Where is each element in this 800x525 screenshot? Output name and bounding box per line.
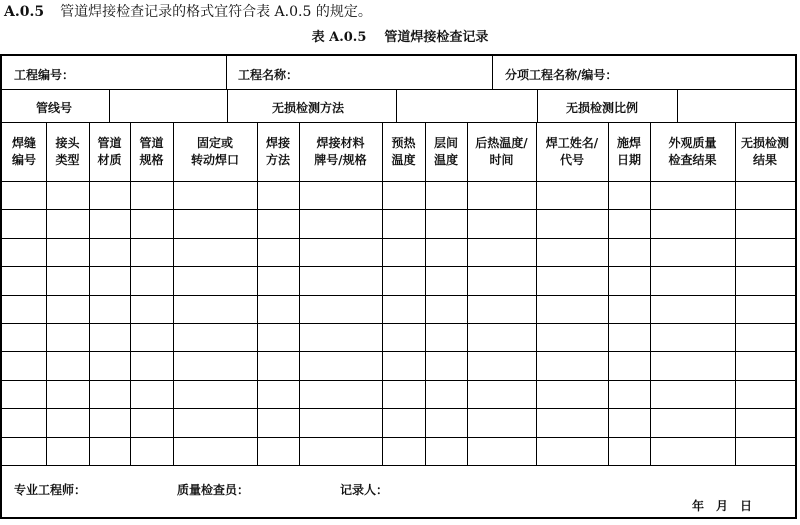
- column-header-text: [617, 135, 641, 169]
- row-divider: [2, 465, 795, 466]
- table-cell[interactable]: [3, 381, 46, 408]
- table-cell[interactable]: [736, 352, 795, 379]
- table-cell[interactable]: [3, 352, 46, 379]
- ndt-ratio-label: 无损检测比例: [566, 101, 639, 115]
- column-header-line: 温度: [391, 153, 416, 167]
- table-cell[interactable]: [300, 352, 382, 379]
- column-header: [608, 123, 650, 181]
- table-cell[interactable]: [426, 409, 467, 436]
- column-header: [382, 123, 425, 181]
- table-cell[interactable]: [258, 210, 299, 237]
- table-cell[interactable]: [90, 296, 130, 323]
- column-header-text: [314, 135, 366, 169]
- table-cell[interactable]: [736, 381, 795, 408]
- table-cell[interactable]: [736, 239, 795, 266]
- table-cell[interactable]: [131, 296, 173, 323]
- table-cell[interactable]: [258, 267, 299, 294]
- column-header-line: 焊工姓名/: [545, 136, 599, 150]
- table-cell[interactable]: [174, 239, 257, 266]
- table-cell[interactable]: [3, 182, 46, 209]
- table-cell[interactable]: [300, 438, 382, 465]
- table-cell[interactable]: [131, 381, 173, 408]
- table-cell[interactable]: [258, 182, 299, 209]
- table-cell[interactable]: [537, 267, 608, 294]
- column-header-line: 结果: [752, 153, 777, 167]
- table-cell[interactable]: [174, 381, 257, 408]
- table-cell[interactable]: [174, 409, 257, 436]
- table-cell[interactable]: [174, 210, 257, 237]
- column-divider: [677, 89, 678, 122]
- table-cell[interactable]: [609, 210, 650, 237]
- column-header: [46, 123, 89, 181]
- table-cell[interactable]: [90, 210, 130, 237]
- table-cell[interactable]: [426, 239, 467, 266]
- column-header-line: 施焊: [616, 136, 641, 150]
- column-header-line: 编号: [11, 153, 36, 167]
- table-cell[interactable]: [736, 438, 795, 465]
- table-cell[interactable]: [537, 296, 608, 323]
- table-cell[interactable]: [300, 381, 382, 408]
- table-cell[interactable]: [468, 210, 536, 237]
- table-cell[interactable]: [131, 438, 173, 465]
- table-cell[interactable]: [47, 210, 89, 237]
- clause-heading: [4, 3, 372, 21]
- table-cell[interactable]: [609, 324, 650, 351]
- column-divider: [109, 89, 110, 122]
- column-header: [257, 123, 299, 181]
- table-cell[interactable]: [90, 324, 130, 351]
- column-header-text: [139, 135, 163, 169]
- table-cell[interactable]: [3, 296, 46, 323]
- column-header: [2, 123, 46, 181]
- table-cell[interactable]: [300, 210, 382, 237]
- column-divider: [226, 56, 227, 89]
- table-cell[interactable]: [90, 352, 130, 379]
- table-cell[interactable]: [537, 409, 608, 436]
- table-cell[interactable]: [3, 210, 46, 237]
- column-header-line: 材质: [97, 153, 122, 167]
- table-cell[interactable]: [3, 409, 46, 436]
- table-cell[interactable]: [651, 438, 735, 465]
- table-cell[interactable]: [609, 438, 650, 465]
- column-header-line: 方法: [265, 153, 290, 167]
- table-cell[interactable]: [174, 324, 257, 351]
- table-cell[interactable]: [736, 210, 795, 237]
- column-header-line: 类型: [55, 153, 80, 167]
- table-cell[interactable]: [736, 296, 795, 323]
- table-caption-label: 表 A.0.5: [311, 30, 367, 45]
- table-cell[interactable]: [426, 267, 467, 294]
- table-cell[interactable]: [537, 239, 608, 266]
- ndt-method-label: 无损检测方法: [272, 101, 345, 115]
- column-header: [173, 123, 257, 181]
- column-header-line: 检查结果: [668, 153, 717, 167]
- table-cell[interactable]: [131, 352, 173, 379]
- column-header: [425, 123, 467, 181]
- table-cell[interactable]: [300, 296, 382, 323]
- table-cell[interactable]: [90, 381, 130, 408]
- table-cell[interactable]: [426, 352, 467, 379]
- table-cell[interactable]: [47, 381, 89, 408]
- column-header-line: 焊缝: [11, 136, 36, 150]
- table-cell[interactable]: [468, 381, 536, 408]
- table-cell[interactable]: [47, 267, 89, 294]
- table-cell[interactable]: [736, 324, 795, 351]
- column-header: [650, 123, 735, 181]
- table-cell[interactable]: [300, 267, 382, 294]
- column-header-line: 焊接材料: [316, 136, 365, 150]
- date-label: 年 月 日: [692, 499, 753, 513]
- column-header-text: [668, 135, 716, 169]
- column-header-line: 管道: [97, 136, 122, 150]
- column-divider: [537, 89, 538, 122]
- pipeline-number-label: 管线号: [36, 101, 73, 115]
- table-caption: [0, 30, 800, 46]
- column-header-text: [266, 135, 290, 169]
- table-cell[interactable]: [90, 239, 130, 266]
- table-cell[interactable]: [383, 182, 425, 209]
- table-cell[interactable]: [651, 267, 735, 294]
- column-header: [130, 123, 173, 181]
- table-cell[interactable]: [651, 381, 735, 408]
- table-cell[interactable]: [174, 182, 257, 209]
- table-cell[interactable]: [651, 210, 735, 237]
- table-cell[interactable]: [258, 296, 299, 323]
- table-cell[interactable]: [537, 381, 608, 408]
- engineer-label: 专业工程师：: [14, 483, 87, 497]
- column-header: [536, 123, 608, 181]
- table-cell[interactable]: [468, 182, 536, 209]
- table-cell[interactable]: [131, 409, 173, 436]
- table-cell[interactable]: [468, 352, 536, 379]
- column-header-text: [191, 135, 239, 169]
- table-cell[interactable]: [174, 267, 257, 294]
- table-cell[interactable]: [258, 438, 299, 465]
- table-cell[interactable]: [300, 409, 382, 436]
- column-header-text: [97, 135, 121, 169]
- table-cell[interactable]: [47, 409, 89, 436]
- table-cell[interactable]: [3, 324, 46, 351]
- table-cell[interactable]: [651, 296, 735, 323]
- table-cell[interactable]: [651, 182, 735, 209]
- column-header-line: 接头: [55, 136, 80, 150]
- table-cell[interactable]: [383, 438, 425, 465]
- column-header-text: [434, 135, 458, 169]
- column-header-text: [12, 135, 36, 169]
- table-cell[interactable]: [131, 239, 173, 266]
- table-cell[interactable]: [468, 409, 536, 436]
- table-cell[interactable]: [468, 324, 536, 351]
- table-cell[interactable]: [609, 267, 650, 294]
- table-cell[interactable]: [468, 239, 536, 266]
- table-cell[interactable]: [426, 324, 467, 351]
- table-cell[interactable]: [47, 239, 89, 266]
- column-header-line: 转动焊口: [190, 153, 239, 167]
- column-header-text: [546, 135, 598, 169]
- table-cell[interactable]: [468, 438, 536, 465]
- table-cell[interactable]: [174, 352, 257, 379]
- column-header-text: [55, 135, 79, 169]
- table-cell[interactable]: [131, 324, 173, 351]
- table-cell[interactable]: [47, 182, 89, 209]
- table-cell[interactable]: [651, 352, 735, 379]
- table-cell[interactable]: [300, 182, 382, 209]
- inspector-label: 质量检查员：: [177, 483, 250, 497]
- table-cell[interactable]: [383, 352, 425, 379]
- table-cell[interactable]: [3, 438, 46, 465]
- clause-text: 管道焊接检查记录的格式宜符合表 A.0.5 的规定。: [60, 4, 372, 20]
- column-header-line: 日期: [616, 153, 641, 167]
- recorder-label: 记录人：: [340, 483, 389, 497]
- table-cell[interactable]: [736, 182, 795, 209]
- column-header-line: 固定或: [196, 136, 233, 150]
- record-form-table: [0, 54, 797, 519]
- column-header-line: 无损检测: [740, 136, 789, 150]
- table-cell[interactable]: [258, 381, 299, 408]
- column-header-line: 代号: [559, 153, 584, 167]
- table-cell[interactable]: [609, 409, 650, 436]
- table-cell[interactable]: [258, 239, 299, 266]
- table-cell[interactable]: [426, 210, 467, 237]
- table-cell[interactable]: [90, 438, 130, 465]
- table-cell[interactable]: [736, 267, 795, 294]
- table-cell[interactable]: [258, 324, 299, 351]
- table-cell[interactable]: [468, 296, 536, 323]
- column-header: [299, 123, 382, 181]
- column-header-line: 牌号/规格: [314, 153, 367, 167]
- clause-number: A.0.5: [4, 4, 45, 20]
- table-cell[interactable]: [383, 409, 425, 436]
- table-cell[interactable]: [383, 239, 425, 266]
- table-cell[interactable]: [131, 210, 173, 237]
- table-cell[interactable]: [174, 438, 257, 465]
- table-cell[interactable]: [383, 210, 425, 237]
- table-cell[interactable]: [426, 182, 467, 209]
- column-header-text: [475, 135, 527, 169]
- column-header-line: 管道: [139, 136, 164, 150]
- table-cell[interactable]: [383, 381, 425, 408]
- table-cell[interactable]: [736, 409, 795, 436]
- table-cell[interactable]: [468, 267, 536, 294]
- table-cell[interactable]: [47, 438, 89, 465]
- table-cell[interactable]: [258, 352, 299, 379]
- sub-project-label: 分项工程名称/编号：: [505, 68, 618, 82]
- table-cell[interactable]: [47, 296, 89, 323]
- column-header-line: 后热温度/: [475, 136, 528, 150]
- table-cell[interactable]: [383, 296, 425, 323]
- table-cell[interactable]: [300, 324, 382, 351]
- table-cell[interactable]: [47, 324, 89, 351]
- table-cell[interactable]: [300, 239, 382, 266]
- column-header: [735, 123, 795, 181]
- column-divider: [227, 89, 228, 122]
- column-header-line: 规格: [139, 153, 164, 167]
- table-cell[interactable]: [131, 267, 173, 294]
- column-header-line: 时间: [489, 153, 514, 167]
- table-cell[interactable]: [537, 438, 608, 465]
- column-divider: [396, 89, 397, 122]
- table-cell[interactable]: [90, 182, 130, 209]
- column-header: [89, 123, 130, 181]
- table-cell[interactable]: [174, 296, 257, 323]
- column-header-text: [741, 135, 789, 169]
- table-cell[interactable]: [383, 324, 425, 351]
- table-cell[interactable]: [609, 239, 650, 266]
- table-cell[interactable]: [537, 324, 608, 351]
- table-cell[interactable]: [537, 352, 608, 379]
- table-cell[interactable]: [609, 182, 650, 209]
- table-cell[interactable]: [3, 267, 46, 294]
- table-cell[interactable]: [258, 409, 299, 436]
- table-cell[interactable]: [3, 239, 46, 266]
- table-cell[interactable]: [651, 409, 735, 436]
- column-header-line: 层间: [433, 136, 458, 150]
- table-cell[interactable]: [426, 438, 467, 465]
- table-cell[interactable]: [537, 182, 608, 209]
- column-header: [467, 123, 536, 181]
- table-cell[interactable]: [651, 239, 735, 266]
- table-cell[interactable]: [131, 182, 173, 209]
- table-cell[interactable]: [426, 381, 467, 408]
- column-header-text: [391, 135, 415, 169]
- project-name-label: 工程名称：: [238, 68, 299, 82]
- table-cell[interactable]: [90, 267, 130, 294]
- column-header-line: 温度: [433, 153, 458, 167]
- column-header-line: 焊接: [265, 136, 290, 150]
- table-cell[interactable]: [651, 324, 735, 351]
- table-cell[interactable]: [383, 267, 425, 294]
- table-cell[interactable]: [609, 296, 650, 323]
- table-cell[interactable]: [609, 381, 650, 408]
- table-cell[interactable]: [537, 210, 608, 237]
- column-divider: [492, 56, 493, 89]
- table-cell[interactable]: [426, 296, 467, 323]
- table-cell[interactable]: [609, 352, 650, 379]
- project-number-label: 工程编号：: [14, 68, 75, 82]
- column-header-line: 外观质量: [668, 136, 717, 150]
- table-cell[interactable]: [90, 409, 130, 436]
- column-header-line: 预热: [391, 136, 416, 150]
- table-caption-title: 管道焊接检查记录: [384, 30, 489, 45]
- table-cell[interactable]: [47, 352, 89, 379]
